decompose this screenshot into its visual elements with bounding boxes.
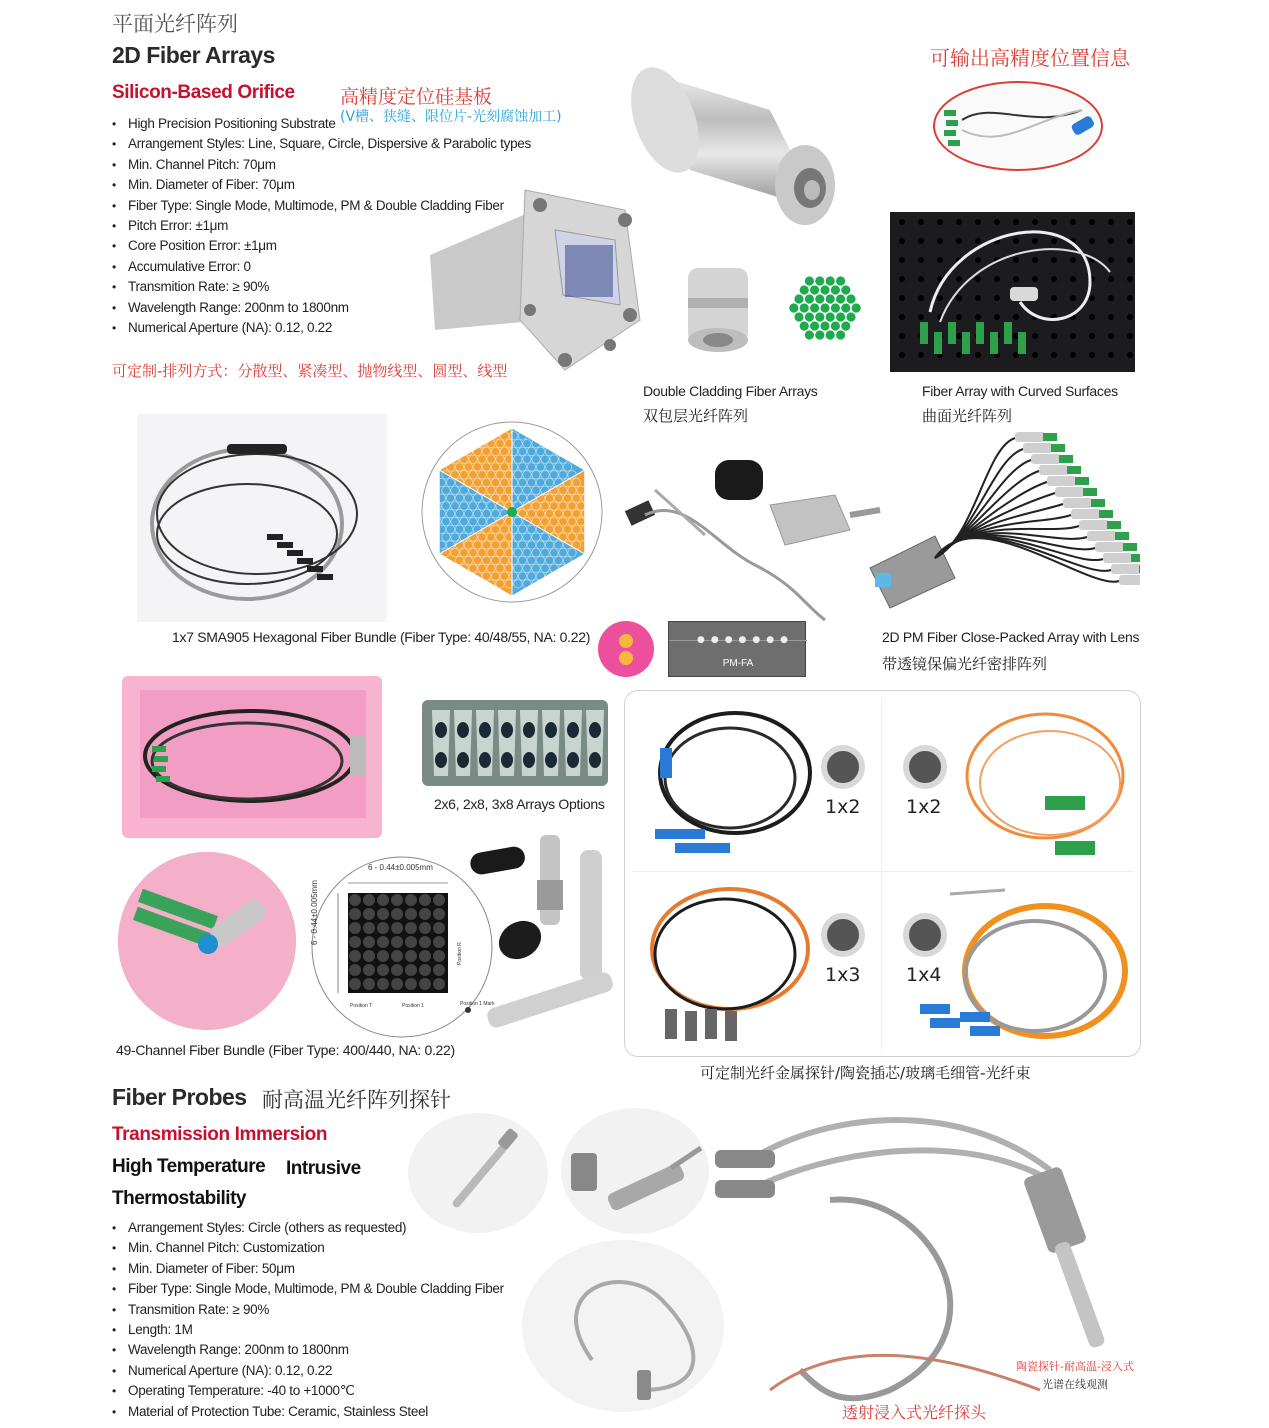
- ferrule-label: 1x4: [906, 964, 942, 986]
- customizable-cn: 可定制-排列方式：分散型、紧凑型、抛物线型、圆型、线型: [112, 362, 508, 380]
- spec-item: • Arrangement Styles: Circle (others as requested): [112, 1218, 504, 1238]
- ferrule-panel: [624, 690, 1141, 1057]
- probes-specs-list: [112, 1218, 504, 1422]
- position-info-cn: 可输出高精度位置信息: [930, 46, 1130, 70]
- arrays-options-photo: [422, 700, 608, 786]
- probe-note1-cn: 陶瓷探针-耐高温-浸入式: [1016, 1360, 1134, 1373]
- probes-title-en: Fiber Probes: [112, 1084, 247, 1110]
- ferrule-label: 1x2: [825, 796, 861, 818]
- fiber-1x2-photo: [635, 703, 815, 863]
- bundle-closeup-photo: [118, 852, 296, 1030]
- position-r-label: Position R: [457, 942, 463, 965]
- fiber-1x3-photo: [635, 879, 815, 1049]
- spec-item: • Core Position Error: ±1μm: [112, 236, 531, 256]
- probe-flex-photo: [522, 1240, 724, 1412]
- spec-item: • Transmition Rate: ≥ 90%: [112, 277, 531, 297]
- probes-sub-intrusive: Intrusive: [286, 1158, 361, 1179]
- ferrule-label: 1x2: [906, 796, 942, 818]
- title-cn: 平面光纤阵列: [112, 12, 238, 36]
- spec-item: • Min. Channel Pitch: 70μm: [112, 155, 531, 175]
- spec-item: • Min. Diameter of Fiber: 50μm: [112, 1259, 504, 1279]
- caption-double-cladding-cn: 双包层光纤阵列: [643, 407, 749, 425]
- spec-item: • Material of Protection Tube: Ceramic, Stainless Steel: [112, 1402, 504, 1422]
- spec-item: • Arrangement Styles: Line, Square, Circle, Dispersive & Parabolic types: [112, 134, 531, 154]
- pink-box-fiber-photo: [122, 676, 382, 838]
- subtitle-cn: 高精度定位硅基板: [340, 86, 493, 108]
- spec-item: • Pitch Error: ±1μm: [112, 216, 531, 236]
- spec-item: • Fiber Type: Single Mode, Multimode, PM & Double Cladding Fiber: [112, 196, 531, 216]
- silicon-block-photo: [425, 170, 645, 375]
- probes-sub-transmission: Transmission Immersion: [112, 1124, 328, 1145]
- dim-top-label: 6 - 0.44±0.005mm: [368, 863, 433, 872]
- spec-item: • High Precision Positioning Substrate: [112, 114, 531, 134]
- subtitle-cn-note: (V槽、狭缝、限位片-光刻腐蚀加工): [340, 109, 562, 125]
- caption-custom-probe-cn: 可定制光纤金属探针/陶瓷插芯/玻璃毛细管-光纤束: [700, 1064, 1031, 1082]
- hex-bundle-photo: [137, 414, 387, 622]
- probe-ceramic-photo: [561, 1108, 709, 1234]
- spec-item: • Accumulative Error: 0: [112, 257, 531, 277]
- caption-double-cladding-en: Double Cladding Fiber Arrays: [643, 383, 818, 399]
- ferrule-icon: [903, 745, 947, 789]
- probe-rod-photo: [408, 1113, 548, 1233]
- spec-item: • Length: 1M: [112, 1320, 504, 1340]
- spec-item: • Fiber Type: Single Mode, Multimode, PM & Double Cladding Fiber: [112, 1279, 504, 1299]
- probe-caption-cn: 透射浸入式光纤探头: [842, 1403, 987, 1422]
- cylinder-photo: [620, 40, 850, 230]
- ferrule-label: 1x3: [825, 964, 861, 986]
- caption-pm-array-cn: 带透镜保偏光纤密排阵列: [882, 655, 1048, 673]
- ferrule-icon: [821, 745, 865, 789]
- position-mark-label: Position 1 Mark: [460, 1001, 495, 1007]
- probes-sub-high-temp: High Temperature: [112, 1156, 266, 1177]
- spec-item: • Transmition Rate: ≥ 90%: [112, 1300, 504, 1320]
- caption-49-channel: 49-Channel Fiber Bundle (Fiber Type: 400/440, NA: 0.22): [116, 1042, 455, 1058]
- pm-fa-chip: ●●●●●●● PM-FA: [668, 621, 806, 677]
- probes-title-cn: 耐高温光纤阵列探针: [262, 1088, 451, 1112]
- pm-fa-label: PM-FA: [722, 658, 754, 669]
- hex-diagram: [420, 420, 604, 604]
- position-info-photo: [932, 80, 1104, 172]
- caption-curved-cn: 曲面光纤阵列: [922, 407, 1013, 425]
- caption-arrays-options: 2x6, 2x8, 3x8 Arrays Options: [434, 796, 605, 812]
- dim-left-label: 6 - 0.44±0.005mm: [310, 880, 319, 945]
- caption-pm-array-en: 2D PM Fiber Close-Packed Array with Lens: [882, 629, 1140, 645]
- fiber-1x2-orange-photo: [960, 701, 1140, 866]
- spec-item: • Min. Diameter of Fiber: 70μm: [112, 175, 531, 195]
- spec-item: • Numerical Aperture (NA): 0.12, 0.22: [112, 1361, 504, 1381]
- caption-hex-bundle: 1x7 SMA905 Hexagonal Fiber Bundle (Fiber Type: 40/48/55, NA: 0.22): [172, 629, 591, 645]
- spec-item: • Wavelength Range: 200nm to 1800nm: [112, 1340, 504, 1360]
- green-bundle-photo: [785, 268, 865, 348]
- position-1-label: Position 1: [402, 1003, 424, 1009]
- probes-sub-thermostability: Thermostability: [112, 1188, 246, 1209]
- curved-array-photo: [890, 212, 1135, 372]
- metal-probes-photo: [465, 830, 625, 1048]
- caption-curved-en: Fiber Array with Curved Surfaces: [922, 383, 1118, 399]
- position-t-label: Position T: [350, 1003, 373, 1009]
- ferrule-icon: [821, 913, 865, 957]
- probe-note2-cn: 光谱在线观测: [1042, 1378, 1108, 1391]
- pm-fiber-icon: [598, 621, 654, 677]
- pm-components-photo: [625, 455, 885, 625]
- spec-item: • Operating Temperature: -40 to +1000℃: [112, 1381, 504, 1401]
- subtitle-en: Silicon-Based Orifice: [112, 82, 295, 103]
- pm-array-lens-photo: [865, 428, 1140, 613]
- small-cylinder-photo: [683, 258, 753, 356]
- title-en: 2D Fiber Arrays: [112, 42, 275, 68]
- fiber-1x4-photo: [910, 886, 1135, 1051]
- spec-item: • Wavelength Range: 200nm to 1800nm: [112, 298, 531, 318]
- spec-item: • Min. Channel Pitch: Customization: [112, 1238, 504, 1258]
- spec-item: • Numerical Aperture (NA): 0.12, 0.22: [112, 318, 531, 338]
